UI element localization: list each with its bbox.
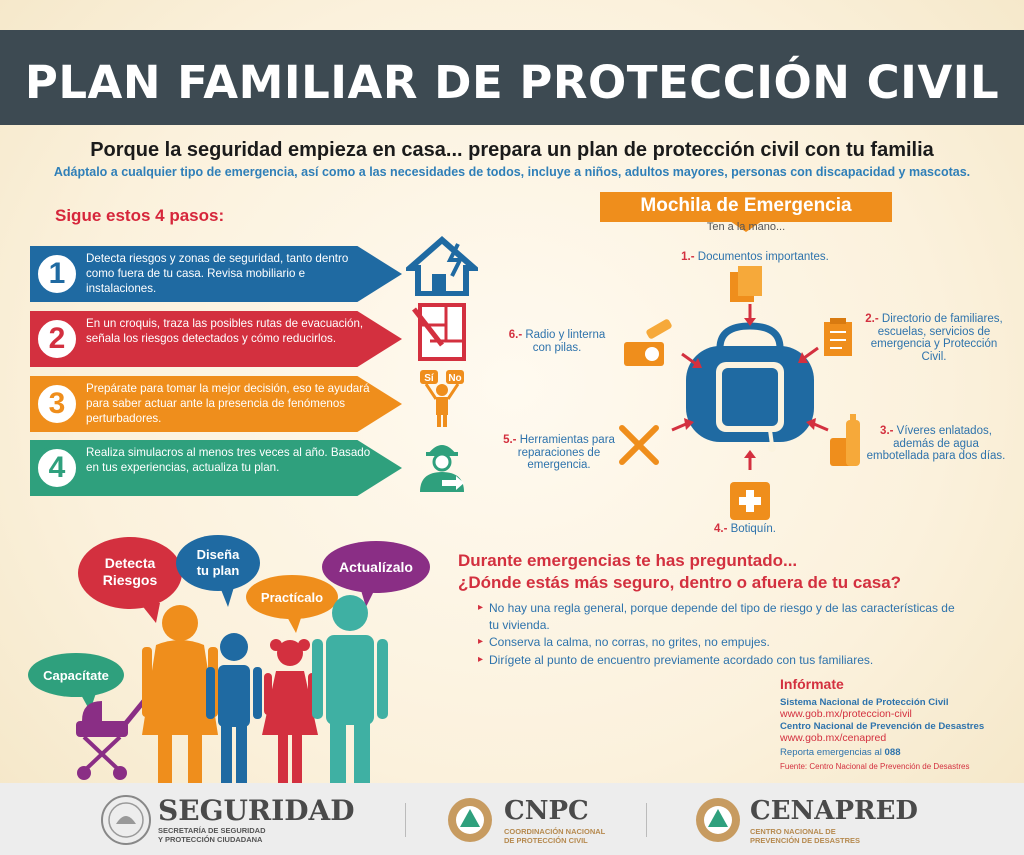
cnpc-logo-icon <box>446 796 494 844</box>
info-report <box>780 747 901 758</box>
item-number: 4.- <box>713 523 728 535</box>
step-text: Prepárate para tomar la mejor decisión, eso te ayudará para saber actuar ante la presencia de fenómenos perturbadores. <box>86 382 370 425</box>
cenapred-sub-1: CENTRO NACIONAL DE <box>750 827 836 836</box>
durante-heading <box>458 550 901 594</box>
steps-title: Sigue estos 4 pasos: <box>55 206 225 225</box>
no-label: No <box>448 373 462 384</box>
directory-clipboard-icon <box>824 318 852 356</box>
item-text: Herramientas para reparaciones de emergencia. <box>517 434 615 471</box>
step-number: 3 <box>34 381 80 427</box>
bubble-riesgos-text: Riesgos <box>102 572 158 588</box>
info-url-2[interactable]: www.gob.mx/cenapred <box>780 732 887 744</box>
documents-icon <box>730 266 762 302</box>
food-water-icon <box>830 414 860 466</box>
step-text: Detecta riesgos y zonas de seguridad, tanto dentro como fuera de tu casa. Revisa mobiliario e instalaciones. <box>86 252 349 295</box>
cnpc-sub-2: DE PROTECCIÓN CIVIL <box>504 835 588 845</box>
mochila-title: Mochila de Emergencia <box>640 195 852 216</box>
durante-line-2: ¿Dónde estás más seguro, dentro o afuera de tu casa? <box>458 573 902 592</box>
step-number: 1 <box>34 251 80 297</box>
bubble-detecta-text: Detecta <box>104 555 156 571</box>
mexico-seal-icon <box>100 794 152 846</box>
step-number: 2 <box>34 316 80 362</box>
page-description: Adáptalo a cualquier tipo de emergencia, así como a las necesidades de todos, incluye a niños, adultos mayores, personas con discapacidad y mascotas. <box>53 165 971 179</box>
bullet-item: ▸ Dirígete al punto de encuentro previamente acordado con tus familiares. <box>478 652 958 669</box>
item-text: Botiquín. <box>730 523 777 535</box>
step-text: En un croquis, traza las posibles rutas de evacuación, señala los riesgos detectados y cómo reducirlos. <box>86 317 364 345</box>
bubble-practicalo-text: Practícalo <box>260 590 324 605</box>
informate-title: Infórmate <box>780 676 844 692</box>
cnpc-logo-text: CNPC <box>504 796 589 826</box>
first-aid-icon <box>730 482 770 520</box>
step-2 <box>30 311 402 367</box>
cenapred-logo-text: CENAPRED <box>750 796 918 826</box>
bubble-actualizalo-text: Actualízalo <box>339 559 413 575</box>
item-text: Directorio de familiares, escuelas, servicios de emergencia y Protección Civil. <box>870 313 1003 363</box>
bubble-tuplan-text: tu plan <box>196 563 240 578</box>
info-org-1: Sistema Nacional de Protección Civil <box>780 697 949 708</box>
seguridad-sub-1: SECRETARÍA DE SEGURIDAD <box>158 826 266 835</box>
cenapred-logo-icon <box>694 796 742 844</box>
bubble-capacitate-text: Capacítate <box>43 668 109 683</box>
report-number: 088 <box>884 747 901 758</box>
step-number: 4 <box>34 445 80 491</box>
bubble-detecta <box>78 537 182 623</box>
cnpc-sub-1: COORDINACIÓN NACIONAL <box>504 827 606 836</box>
mochila-diagram <box>600 260 900 530</box>
item-number: 3.- <box>880 425 894 437</box>
house-risk-icon <box>406 236 478 296</box>
bubble-capacitate <box>28 653 124 711</box>
info-url-1[interactable]: www.gob.mx/proteccion-civil <box>780 708 912 720</box>
footer-divider <box>405 803 406 837</box>
step-1 <box>30 246 402 302</box>
girl-figure <box>262 639 318 785</box>
item-number: 1.- <box>681 251 695 263</box>
step-4 <box>30 440 402 496</box>
family-illustration <box>20 535 440 785</box>
bullet-item: ▸ No hay una regla general, porque depende del tipo de riesgo y de las características de tu vivienda. <box>478 600 958 633</box>
floor-plan-icon <box>406 301 478 361</box>
item-number: 6.- <box>508 329 523 341</box>
item-text: Documentos importantes. <box>697 251 829 263</box>
seguridad-sub-2: Y PROTECCIÓN CIUDADANA <box>158 834 263 844</box>
step-3 <box>30 376 402 432</box>
item-text: Radio y linterna con pilas. <box>525 329 606 354</box>
stroller-icon <box>76 701 144 780</box>
cenapred-subtext <box>750 828 860 845</box>
bubble-actualizalo <box>322 541 430 607</box>
si-label: Sí <box>424 373 434 384</box>
radio-flashlight-icon <box>624 318 673 366</box>
durante-bullets <box>478 600 958 669</box>
page-title: PLAN FAMILIAR DE PROTECCIÓN CIVIL <box>24 56 1000 109</box>
item-text: Víveres enlatados, además de agua embotellada para dos días. <box>866 425 1006 462</box>
info-org-2: Centro Nacional de Prevención de Desastres <box>780 721 985 732</box>
rescuer-icon <box>406 432 478 492</box>
backpack-icon <box>686 326 814 452</box>
durante-line-1: Durante emergencias te has preguntado... <box>458 551 798 570</box>
report-prefix: Reporta emergencias al <box>780 747 882 758</box>
tools-icon <box>622 428 656 462</box>
bullet-item: ▸ Conserva la calma, no corras, no grites, no empujes. <box>478 634 958 651</box>
info-source: Fuente: Centro Nacional de Prevención de Desastres <box>780 762 970 771</box>
bubble-practicalo <box>246 575 338 633</box>
seguridad-subtext <box>158 827 266 844</box>
page-subtitle: Porque la seguridad empieza en casa... prepara un plan de protección civil con tu familia <box>90 139 934 161</box>
item-number: 5.- <box>503 434 517 446</box>
father-figure <box>312 595 388 785</box>
seguridad-logo-text: SEGURIDAD <box>158 794 355 827</box>
mochila-subtitle: Ten a la mano... <box>706 221 786 233</box>
item-number: 2.- <box>865 313 879 325</box>
mochila-item-6 <box>498 329 616 354</box>
bubble-disena-text: Diseña <box>196 547 240 562</box>
decision-person-icon <box>406 368 478 428</box>
footer-divider <box>646 803 647 837</box>
cnpc-subtext <box>504 828 605 845</box>
cenapred-sub-2: PREVENCIÓN DE DESASTRES <box>750 835 861 845</box>
step-text: Realiza simulacros al menos tres veces al año. Basado en tus experiencias, actualiza tu plan. <box>86 446 371 474</box>
